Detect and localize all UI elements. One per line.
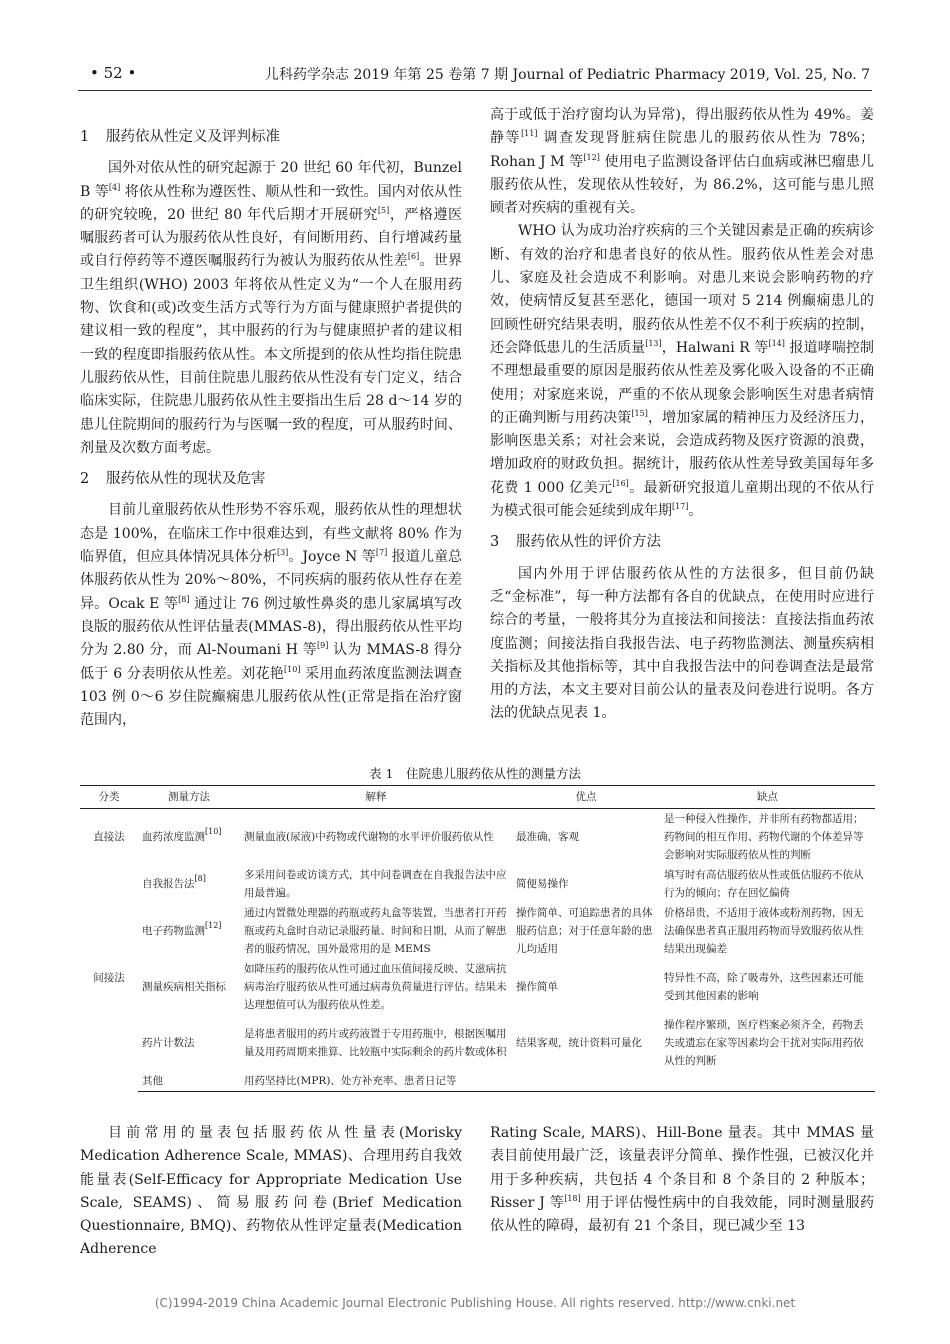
table-row	[80, 1071, 875, 1092]
citation: [10]	[284, 664, 301, 674]
con-cell: 操作程序繁琐，医疗档案必须齐全，药物丢失或遗忘在家等因素均会干扰对实际用药依从性的判断	[664, 1019, 864, 1067]
paragraph: 目前儿童服药依从性形势不容乐观，服药依从性的理想状态是 100%，在临床工作中很难达到，有些文献将 80% 作为临界值，但应具体情况具体分析[3]。Joyce N 等[7] 报道儿童总体服药依从性为 20%～80%，不同疾病的服药依从性存在差异。Ocak E 等[8] 通过让 76 例过敏性鼻炎的患儿家属填写改良版的服药依从性评估量表(MMAS-8)，得出服药依从性平均分为 2.80 分，而 Al-Noumani H 等[9] 认为 MMAS-8 得分低于 6 分表明依从性差。刘花艳[10] 采用血药浓度监测法调查 103 例 0～6 岁住院癫痫患儿服药依从性(正常是指在治疗窗范围内，	[80, 502, 462, 729]
paragraph: 国内外用于评估服药依从性的方法很多，但目前仍缺乏“金标准”，每一种方法都有各自的优缺点，在使用时应进行综合的考量，一般将其分为直接法和间接法：直接法指血药浓度监测；间接法指自我报告法、电子药物监测法、测量疾病相关指标及其他指标等，其中自我报告法中的问卷调查法是最常用的方法，本文主要对目前公认的量表及问卷进行说明。各方法的优缺点见表 1。	[490, 565, 874, 722]
table-row	[80, 865, 875, 903]
table-row	[80, 959, 875, 1015]
paragraph: Rating Scale, MARS)、Hill-Bone 量表。其中 MMAS 量表目前使用最广泛，该量表评分简单、操作性强，已被汉化并用于多种疾病，共包括 4 个条目和 8 个条目的 2 种版本；Risser J 等[18] 用于评估慢性病中的自我效能，同时测量服药依从性的障碍，最初有 21 个条目，现已减少至 13	[490, 1125, 874, 1235]
section-2-heading	[80, 468, 462, 491]
con-cell: 特异性不高，除了吸毒外，这些因素还可能受到其他因素的影响	[664, 972, 864, 1002]
section-title: 服药依从性定义及评判标准	[106, 129, 280, 145]
measurement-methods-table	[80, 785, 875, 1092]
table-title: 表 1 住院患儿服药依从性的测量方法	[369, 766, 581, 781]
explain-cell: 测量血液(尿液)中药物或代谢物的水平评价服药依从性	[244, 831, 494, 843]
paragraph: 国外对依从性的研究起源于 20 世纪 60 年代初，Bunzel B 等[4] 将依从性称为遵医性、顺从性和一致性。国内对依从性的研究较晚，20 世纪 80 年代后期才开展研究[5]，严格遵医嘱服药者可认为服药依从性良好，有间断用药、自行增减药量或自行停药等不遵医嘱服药行为被认为服药依从性差[6]。世界卫生组织(WHO) 2003 年将依从性定义为“一个人在服用药物、饮食和(或)改变生活方式等行为方面与健康照护者提供的建议相一致的程度”，其中服药的行为与健康照护者的建议相一致的程度即指服药依从性。本文所提到的依从性均指住院患儿服药依从性，目前住院患儿服药依从性没有专门定义，结合临床实际，住院患儿服药依从性主要指出生后 28 d～14 岁的患儿住院期间的服药行为与医嘱一致的程度，可从服药时间、剂量及次数方面考虑。	[80, 160, 462, 456]
table-row	[80, 809, 875, 866]
column-header: 分类	[80, 786, 138, 809]
section-3-heading	[490, 531, 874, 554]
pro-cell: 操作简单	[516, 981, 558, 993]
citation: [14]	[768, 338, 785, 348]
citation: [13]	[645, 338, 662, 348]
method-cell: 电子药物监测[12]	[142, 921, 222, 937]
explain-cell: 是将患者服用的药片或药液置于专用药瓶中，根据医嘱用量及用药周期来推算、比较瓶中实际剩余的药片数或体积	[244, 1028, 507, 1058]
pro-cell: 简便易操作	[516, 878, 569, 890]
column-header: 解释	[240, 786, 512, 809]
citation: [4]	[108, 182, 121, 192]
citation: [9]	[317, 641, 329, 651]
pro-cell: 最准确，客观	[516, 831, 579, 843]
con-cell: 填写时有高估服药依从性或低估服药不依从行为的倾向；存在回忆偏倚	[664, 869, 864, 899]
section-title: 服药依从性的评价方法	[516, 534, 661, 551]
explain-cell: 通过内置微处理器的药瓶或药丸盒等装置，当患者打开药瓶或药丸盒时自动记录服药量、时间和日期，从而了解患者的服药情况，国外最常用的是 MEMS	[244, 907, 507, 955]
header-rule	[78, 90, 872, 91]
citation: [17]	[672, 502, 689, 512]
column-header: 优点	[512, 786, 660, 809]
citation: [15]	[631, 408, 648, 418]
con-cell	[660, 1071, 875, 1092]
right-column	[490, 104, 874, 759]
explain-cell: 多采用问卷或访谈方式，其中问卷调查在自我报告法中应用最普遍。	[244, 869, 507, 899]
section-1-heading	[80, 126, 462, 149]
bottom-left-column	[80, 1122, 462, 1262]
pro-cell: 操作简单、可追踪患者的具体服药信息；对于任意年龄的患儿均适用	[516, 907, 653, 955]
citation: [7]	[375, 548, 388, 558]
paragraph: 高于或低于治疗窗均认为异常)，得出服药依从性为 49%。姜静等[11] 调查发现肾脏病住院患儿的服药依从性为 78%；Rohan J M 等[12] 使用电子监测设备评估白血病或淋巴瘤患儿服药依从性，发现依从性较好，为 86.2%，这可能与患儿照顾者对疾病的重视有关。	[490, 107, 874, 217]
table-row	[80, 1015, 875, 1071]
method-cell: 测量疾病相关指标	[142, 981, 226, 993]
citation: [11]	[521, 129, 538, 139]
citation: [16]	[612, 478, 629, 488]
citation: [12]	[583, 152, 600, 162]
pro-cell	[512, 1071, 660, 1092]
citation: [18]	[564, 1193, 581, 1203]
table-header-row	[80, 786, 875, 809]
section-number: 3	[490, 534, 500, 551]
category-cell: 间接法	[93, 972, 125, 985]
bottom-right-column	[490, 1122, 874, 1262]
con-cell: 价格昂贵，不适用于液体或粉剂药物，因无法确保患者真正服用药物而导致服药依从性结果出现偏差	[664, 907, 864, 955]
table-row	[80, 903, 875, 959]
table-container	[80, 785, 875, 1109]
column-header: 测量方法	[138, 786, 240, 809]
left-column	[80, 118, 462, 758]
method-cell: 血药浓度监测[10]	[142, 827, 222, 843]
explain-cell: 如降压药的服药依从性可通过血压值间接反映、艾滋病抗病毒治疗服药依从性可通过病毒负荷量进行评估。结果未达理想值可认为服药依从性差。	[244, 963, 507, 1011]
column-header: 缺点	[660, 786, 875, 809]
explain-cell: 用药坚持比(MPR)、处方补充率、患者日记等	[240, 1071, 512, 1092]
page-number: • 52 •	[90, 64, 137, 82]
section-number: 1	[80, 129, 90, 145]
citation: [8]	[178, 594, 190, 604]
method-cell: 自我报告法[8]	[142, 874, 206, 890]
category-cell: 直接法	[93, 831, 125, 843]
citation: [3]	[276, 548, 289, 558]
section-title: 服药依从性的现状及危害	[106, 471, 266, 488]
con-cell: 是一种侵入性操作，并非所有药物都适用；药物间的相互作用、药物代谢的个体差异等会影响对实际服药依从性的判断	[664, 813, 864, 861]
citation: [6]	[407, 252, 420, 262]
paragraph: 目前常用的量表包括服药依从性量表(Morisky Medication Adherence Scale, MMAS)、合理用药自我效能量表(Self-Efficacy for Appropriate Medication Use Scale, SEAMS)、简易服药问卷(Brief Medication Questionnaire, BMQ)、药物依从性评定量表(Medication Adherence	[80, 1125, 462, 1258]
pro-cell: 结果客观，统计资料可量化	[516, 1037, 642, 1049]
paragraph: WHO 认为成功治疗疾病的三个关键因素是正确的疾病诊断、有效的治疗和患者良好的依从性。服药依从性差会对患儿、家庭及社会造成不利影响。对患儿来说会影响药物的疗效，使病情反复甚至恶化，德国一项对 5 214 例癫痫患儿的回顾性研究结果表明，服药依从性差不仅不利于疾病的控制，还会降低患儿的生活质量[13]，Halwani R 等[14] 报道哮喘控制不理想最重要的原因是服药依从性差及雾化吸入设备的不正确使用；对家庭来说，严重的不依从现象会影响医生对患者病情的正确判断与用药决策[15]，增加家属的精神压力及经济压力，影响医患关系；对社会来说，会造成药物及医疗资源的浪费，增加政府的财政负担。据统计，服药依从性差导致美国每年多花费 1 000 亿美元[16]。最新研究报道儿童期出现的不依从行为模式很可能会延续到成年期[17]。	[490, 223, 874, 520]
copyright-footer: (C)1994-2019 China Academic Journal Electronic Publishing House. All rights reserved. http://www.cnki.net	[154, 1296, 796, 1310]
journal-header: 儿科药学杂志 2019 年第 25 卷第 7 期 Journal of Pediatric Pharmacy 2019, Vol. 25, No. 7	[265, 67, 870, 83]
method-cell: 药片计数法	[142, 1037, 195, 1049]
citation: [5]	[377, 205, 390, 215]
section-number: 2	[80, 471, 90, 488]
method-cell: 其他	[138, 1071, 240, 1092]
